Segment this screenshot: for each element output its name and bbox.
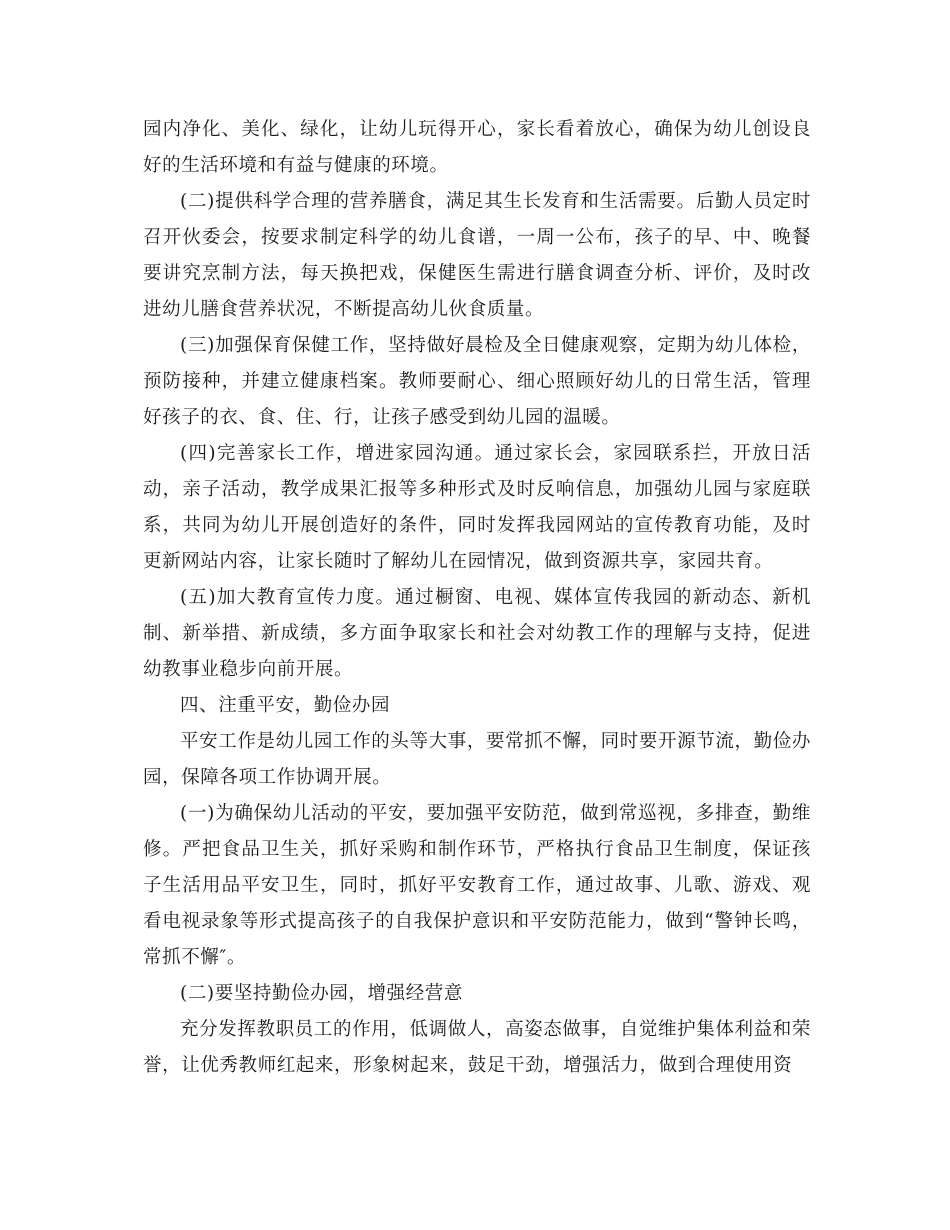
subheading: (二)要坚持勤俭办园，增强经营意 (180, 983, 464, 1004)
section-heading: 四、注重平安，勤俭办园 (180, 695, 391, 716)
paragraph-10: 充分发挥教职员工的作用，低调做人，高姿态做事，自觉维护集体利益和荣誉，让优秀教师红起来，形象树起来，鼓足干劲，增强活力，做到合理使用资 (143, 1019, 811, 1076)
paragraph-2: (二)提供科学合理的营养膳食，满足其生长发育和生活需要。后勤人员定时召开伙委会，按要求制定科学的幼儿食谱，一周一公布，孩子的早、中、晚餐要讲究烹制方法，每天换把戏，保健医生需进行膳食调查分析、评价，及时改进幼儿膳食营养状况，不断提高幼儿伙食质量。 (143, 191, 811, 320)
paragraph-4: (四)完善家长工作，增进家园沟通。通过家长会，家园联系拦，开放日活动，亲子活动，教学成果汇报等多种形式及时反响信息，加强幼儿园与家庭联系，共同为幼儿开展创造好的条件，同时发挥我园网站的宣传教育功能，及时更新网站内容，让家长随时了解幼儿在园情况，做到资源共享，家园共育。 (143, 443, 811, 572)
paragraph-5: (五)加大教育宣传力度。通过橱窗、电视、媒体宣传我园的新动态、新机制、新举措、新成绩，多方面争取家长和社会对幼教工作的理解与支持，促进幼教事业稳步向前开展。 (143, 587, 811, 680)
paragraph-8: (一)为确保幼儿活动的平安，要加强平安防范，做到常巡视，多排查，勤维修。严把食品卫生关，抓好采购和制作环节，严格执行食品卫生制度，保证孩子生活用品平安卫生，同时，抓好平安教育工作，通过故事、儿歌、游戏、观看电视录象等形式提高孩子的自我保护意识和平安防范能力，做到“警钟长鸣，常抓不懈″。 (143, 803, 811, 968)
paragraph-3: (三)加强保育保健工作，坚持做好晨检及全日健康观察，定期为幼儿体检，预防接种，并建立健康档案。教师要耐心、细心照顾好幼儿的日常生活，管理好孩子的衣、食、住、行，让孩子感受到幼儿园的温暖。 (143, 335, 811, 428)
paragraph-1: 园内净化、美化、绿化，让幼儿玩得开心，家长看着放心，确保为幼儿创设良好的生活环境和有益与健康的环境。 (143, 119, 811, 176)
document-body (143, 112, 811, 1084)
paragraph-7: 平安工作是幼儿园工作的头等大事，要常抓不懈，同时要开源节流，勤俭办园，保障各项工作协调开展。 (143, 731, 811, 788)
